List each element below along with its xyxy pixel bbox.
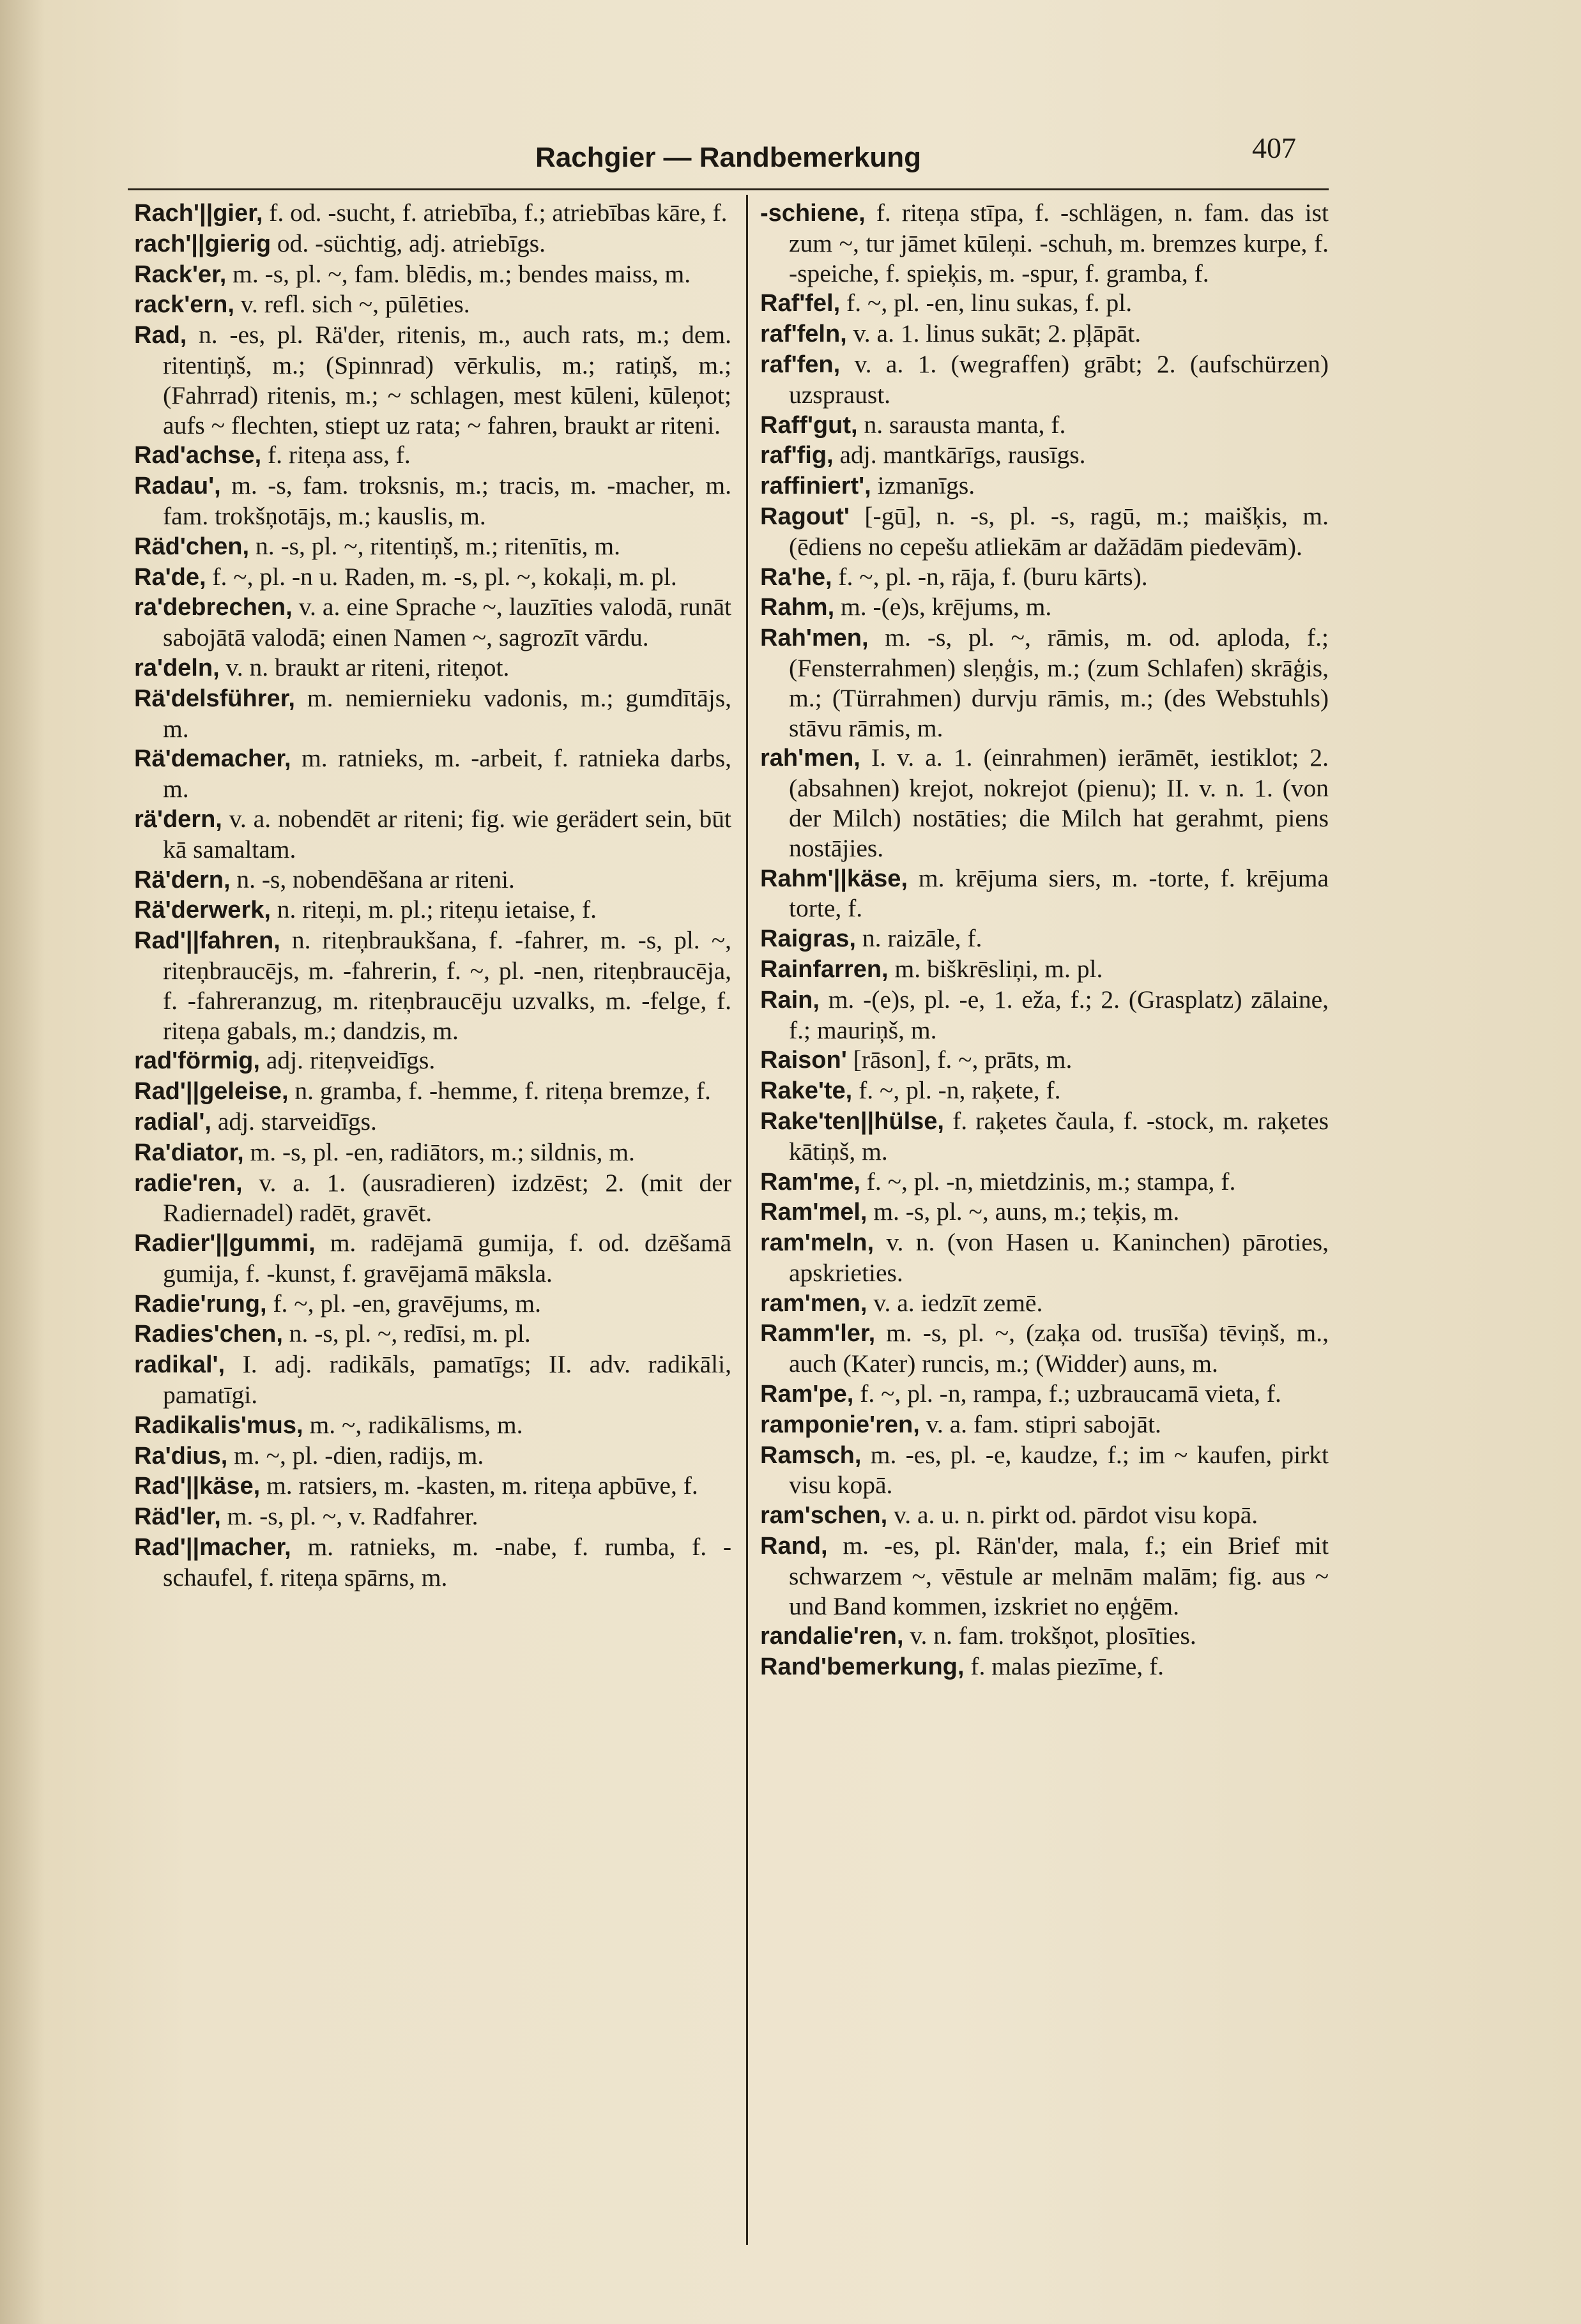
dictionary-entry bbox=[760, 1531, 1329, 1621]
definition-text: m. -es, pl. Rän'der, mala, f.; ein Brief mit schwarzem ~, vēstule ar melnām malām; fig. aus ~ und Band kommen, izskriet no eņģēm. bbox=[789, 1531, 1329, 1620]
headword: Rack'er, bbox=[134, 261, 227, 288]
definition-text: v. a. nobendēt ar riteni; fig. wie gerädert sein, būt kā samaltam. bbox=[163, 804, 731, 863]
definition-text: m. ~, pl. -dien, radijs, m. bbox=[227, 1441, 484, 1470]
headword: raf'feln, bbox=[760, 321, 847, 348]
headword: ram'schen, bbox=[760, 1502, 888, 1530]
headword: Rä'dern, bbox=[134, 866, 231, 893]
dictionary-entry bbox=[760, 410, 1329, 441]
definition-text: m. ratnieks, m. -nabe, f. rumba, f. -schaufel, f. riteņa spārns, m. bbox=[163, 1533, 731, 1591]
dictionary-entry bbox=[134, 320, 731, 440]
definition-text: m. -s, pl. ~, auns, m.; teķis, m. bbox=[867, 1197, 1180, 1226]
definition-text: m. -(e)s, pl. -e, 1. eža, f.; 2. (Grasplatz) zālaine, f.; mauriņš, m. bbox=[789, 985, 1329, 1044]
dictionary-entry bbox=[760, 1379, 1329, 1409]
dictionary-entry bbox=[134, 895, 731, 925]
definition-text: m. ratnieks, m. -arbeit, f. ratnieka darbs, m. bbox=[163, 744, 731, 803]
running-header: Rachgier — Randbemerkung bbox=[535, 142, 921, 173]
page-fold-shadow bbox=[0, 0, 45, 2324]
dictionary-entry bbox=[760, 1440, 1329, 1501]
dictionary-entry bbox=[134, 1168, 731, 1229]
dictionary-entry bbox=[134, 653, 731, 683]
headword: Raff'gut, bbox=[760, 411, 858, 439]
dictionary-entry bbox=[760, 623, 1329, 743]
right-column bbox=[760, 198, 1329, 1682]
dictionary-entry bbox=[134, 1076, 731, 1107]
definition-text: m. radējamā gumija, f. od. dzēšamā gumija, f. -kunst, f. gravējamā māksla. bbox=[163, 1229, 731, 1287]
headword: Ram'mel, bbox=[760, 1199, 867, 1226]
definition-text: v. a. 1. (ausradieren) izdzēst; 2. (mit der Radiernadel) radēt, gravēt. bbox=[163, 1168, 731, 1227]
dictionary-entry bbox=[134, 1501, 731, 1532]
definition-text: m. ratsiers, m. -kasten, m. riteņa apbūve, f. bbox=[260, 1471, 698, 1500]
definition-text: f. raķetes čaula, f. -stock, m. raķetes kātiņš, m. bbox=[789, 1106, 1329, 1166]
dictionary-entry bbox=[760, 1621, 1329, 1652]
definition-text: n. -s, pl. ~, redīsi, m. pl. bbox=[282, 1319, 531, 1348]
definition-text: izmanīgs. bbox=[871, 471, 975, 500]
headword: Rainfarren, bbox=[760, 955, 889, 983]
definition-text: n. -s, nobendēšana ar riteni. bbox=[230, 865, 515, 893]
headword: rach'||gierig bbox=[134, 230, 271, 257]
header-rule bbox=[128, 188, 1329, 190]
dictionary-entry bbox=[760, 349, 1329, 410]
dictionary-entry bbox=[760, 1288, 1329, 1319]
definition-text: n. -s, pl. ~, ritentiņš, m.; ritenītis, m. bbox=[249, 531, 621, 560]
headword: Raigras, bbox=[760, 925, 856, 953]
headword: ram'men, bbox=[760, 1289, 867, 1317]
dictionary-entry bbox=[134, 1289, 731, 1319]
definition-text: n. gramba, f. -hemme, f. riteņa bremze, f. bbox=[288, 1077, 711, 1105]
headword: Rah'men, bbox=[760, 625, 869, 652]
dictionary-entry bbox=[134, 289, 731, 320]
definition-text: f. riteņa stīpa, f. -schlägen, n. fam. das ist zum ~, tur jāmet kūleņi. -schuh, m. bremzes kurpe, f. -speiche, f. spieķis, m. -spur, f. gramba, f. bbox=[789, 199, 1329, 287]
definition-text: m. -s, pl. ~, (zaķa od. trusīša) tēviņš, m., auch (Kater) runcis, m.; (Widder) auns, m. bbox=[789, 1319, 1329, 1378]
headword: Ram'pe, bbox=[760, 1381, 854, 1408]
dictionary-entry bbox=[134, 1319, 731, 1349]
definition-text: [rāson], f. ~, prāts, m. bbox=[846, 1045, 1073, 1074]
headword: Rad'||käse, bbox=[134, 1473, 261, 1500]
definition-text: v. a. 1. linus sukāt; 2. pļāpāt. bbox=[846, 319, 1142, 348]
headword: Rake'te, bbox=[760, 1077, 853, 1105]
dictionary-entry bbox=[760, 1197, 1329, 1227]
dictionary-entry bbox=[760, 1045, 1329, 1075]
definition-text: v. a. iedzīt zemē. bbox=[867, 1288, 1043, 1317]
definition-text: m. ~, radikālisms, m. bbox=[303, 1410, 523, 1439]
headword: Raison' bbox=[760, 1047, 847, 1074]
definition-text: v. a. u. n. pirkt od. pārdot visu kopā. bbox=[887, 1501, 1258, 1530]
headword: rack'ern, bbox=[134, 291, 234, 319]
definition-text: m. -s, pl. ~, fam. blēdis, m.; bendes maiss, m. bbox=[226, 259, 691, 288]
headword: Rake'ten||hülse, bbox=[760, 1107, 944, 1135]
dictionary-entry bbox=[134, 198, 731, 229]
dictionary-entry bbox=[760, 1075, 1329, 1106]
dictionary-entry bbox=[134, 1441, 731, 1471]
dictionary-entry bbox=[134, 1107, 731, 1137]
definition-text: m. -s, pl. ~, rāmis, m. od. aploda, f.; (Fensterrahmen) sleņģis, m.; (zum Schlafen) skrāģis, m.; (Türrahmen) durvju rāmis, m.; (des Webstuhls) stāvu rāmis, m. bbox=[789, 623, 1329, 742]
headword: randalie'ren, bbox=[760, 1623, 904, 1650]
dictionary-entry bbox=[760, 1318, 1329, 1379]
definition-text: f. ~, pl. -n, mietdzinis, m.; stampa, f. bbox=[860, 1167, 1236, 1196]
dictionary-entry bbox=[760, 1652, 1329, 1682]
definition-text: adj. mantkārīgs, rausīgs. bbox=[833, 441, 1086, 469]
dictionary-entry bbox=[134, 683, 731, 744]
headword: Rad, bbox=[134, 322, 187, 349]
headword: Radikalis'mus, bbox=[134, 1411, 303, 1439]
dictionary-entry bbox=[760, 1500, 1329, 1531]
dictionary-entry bbox=[760, 1106, 1329, 1167]
dictionary-entry bbox=[134, 229, 731, 259]
headword: Radier'||gummi, bbox=[134, 1230, 316, 1257]
definition-text: f. ~, pl. -n, rampa, f.; uzbraucamā vieta, f. bbox=[853, 1379, 1281, 1408]
definition-text: v. n. fam. trokšņot, plosīties. bbox=[903, 1621, 1196, 1650]
dictionary-entry bbox=[760, 288, 1329, 319]
dictionary-entry bbox=[134, 865, 731, 895]
definition-text: n. -es, pl. Rä'der, ritenis, m., auch rats, m.; dem. ritentiņš, m.; (Spinnrad) vērkulis, m.; ratiņš, m.; (Fahrrad) ritenis, m.; ~ schlagen, mest kūleni, kūleņot; aufs ~ flechten, stiept uz rata; ~ fahren, braukt ar riteni. bbox=[163, 321, 731, 439]
definition-text: f. ~, pl. -n, raķete, f. bbox=[852, 1076, 1061, 1105]
dictionary-entry bbox=[134, 1532, 731, 1593]
headword: rad'förmig, bbox=[134, 1047, 260, 1075]
dictionary-entry bbox=[134, 1471, 731, 1501]
headword: Räd'chen, bbox=[134, 533, 250, 560]
definition-text: f. ~, pl. -n u. Raden, m. -s, pl. ~, kokaļi, m. pl. bbox=[206, 562, 677, 591]
definition-text: v. n. braukt ar riteni, riteņot. bbox=[219, 653, 510, 681]
definition-text: adj. starveidīgs. bbox=[211, 1107, 377, 1135]
headword: Radau', bbox=[134, 473, 221, 500]
headword: raf'fen, bbox=[760, 351, 841, 378]
definition-text: I. v. a. 1. (einrahmen) ierāmēt, iestiklot; 2. (absahnen) krejot, nokrejot (pienu); II. v. n. 1. (von der Milch) nostāties; die Milch hat gerahmt, piens nostājies. bbox=[789, 743, 1329, 862]
definition-text: m. -es, pl. -e, kaudze, f.; im ~ kaufen, pirkt visu kopā. bbox=[789, 1440, 1329, 1500]
headword: raffiniert', bbox=[760, 473, 871, 500]
headword: Ramsch, bbox=[760, 1441, 862, 1469]
dictionary-entry bbox=[134, 1137, 731, 1168]
headword: raf'fig, bbox=[760, 442, 834, 469]
dictionary-entry bbox=[134, 804, 731, 865]
definition-text: v. a. eine Sprache ~, lauzīties valodā, runāt sabojātā valodā; einen Namen ~, sagrozīt vārdu. bbox=[163, 593, 731, 652]
dictionary-entry bbox=[760, 985, 1329, 1045]
definition-text: f. malas piezīme, f. bbox=[964, 1652, 1165, 1681]
dictionary-entry bbox=[760, 501, 1329, 562]
headword: Raf'fel, bbox=[760, 290, 841, 317]
headword: Ra'he, bbox=[760, 563, 832, 591]
page-number: 407 bbox=[1252, 132, 1296, 164]
definition-text: m. krējuma siers, m. -torte, f. krējuma torte, f. bbox=[789, 863, 1329, 923]
headword: Rahm'||käse, bbox=[760, 865, 908, 892]
headword: Rä'derwerk, bbox=[134, 897, 271, 924]
headword: ram'meln, bbox=[760, 1229, 874, 1257]
headword: Räd'ler, bbox=[134, 1503, 221, 1531]
definition-text: m. -s, pl. -en, radiātors, m.; sildnis, m. bbox=[243, 1137, 635, 1166]
dictionary-entry bbox=[760, 440, 1329, 471]
headword: Ramm'ler, bbox=[760, 1320, 876, 1348]
headword: radial', bbox=[134, 1108, 211, 1135]
headword: Rain, bbox=[760, 986, 820, 1014]
definition-text: m. nemiernieku vadonis, m.; gumdītājs, m. bbox=[163, 683, 731, 743]
dictionary-entry bbox=[760, 1167, 1329, 1197]
dictionary-entry bbox=[134, 925, 731, 1045]
headword: ra'debrechen, bbox=[134, 594, 293, 621]
dictionary-entry bbox=[760, 954, 1329, 985]
dictionary-entry bbox=[134, 259, 731, 290]
dictionary-entry bbox=[760, 592, 1329, 623]
dictionary-entry bbox=[134, 562, 731, 593]
headword: Rad'achse, bbox=[134, 442, 262, 469]
headword: radikal', bbox=[134, 1351, 225, 1379]
definition-text: m. -s, fam. troksnis, m.; tracis, m. -macher, m. fam. trokšņotājs, m.; kauslis, m. bbox=[163, 471, 731, 530]
dictionary-entry bbox=[134, 1410, 731, 1441]
dictionary-entry bbox=[134, 1349, 731, 1410]
dictionary-entry bbox=[134, 1228, 731, 1289]
headword: Ra'dius, bbox=[134, 1442, 228, 1470]
headword: -schiene, bbox=[760, 200, 866, 227]
dictionary-entry bbox=[760, 1409, 1329, 1440]
definition-text: m. -s, pl. ~, v. Radfahrer. bbox=[220, 1502, 478, 1531]
dictionary-entry bbox=[760, 198, 1329, 288]
definition-text: m. biškrēsliņi, m. pl. bbox=[888, 954, 1103, 983]
dictionary-entry bbox=[760, 743, 1329, 863]
headword: Ra'de, bbox=[134, 563, 206, 591]
definition-text: od. -süchtig, adj. atriebīgs. bbox=[271, 229, 546, 257]
headword: Rad'||macher, bbox=[134, 1534, 291, 1561]
headword: Ram'me, bbox=[760, 1168, 860, 1196]
headword: ramponie'ren, bbox=[760, 1411, 920, 1438]
headword: ra'deln, bbox=[134, 654, 220, 681]
definition-text: v. n. (von Hasen u. Kaninchen) pāroties, apskrieties. bbox=[789, 1228, 1329, 1287]
headword: Rach'||gier, bbox=[134, 200, 263, 227]
dictionary-entry bbox=[760, 319, 1329, 349]
definition-text: n. sarausta manta, f. bbox=[857, 410, 1066, 439]
definition-text: f. od. -sucht, f. atriebība, f.; atriebības kāre, f. bbox=[263, 199, 728, 227]
column-divider bbox=[746, 195, 748, 2245]
headword: Rad'||geleise, bbox=[134, 1078, 289, 1105]
dictionary-entry bbox=[760, 863, 1329, 924]
headword: radie'ren, bbox=[134, 1169, 243, 1197]
definition-text: f. riteņa ass, f. bbox=[261, 441, 411, 469]
dictionary-entry bbox=[134, 1045, 731, 1076]
headword: Rä'delsführer, bbox=[134, 685, 295, 712]
left-column bbox=[134, 198, 731, 1593]
definition-text: adj. riteņveidīgs. bbox=[259, 1046, 436, 1075]
definition-text: v. a. fam. stipri sabojāt. bbox=[919, 1409, 1161, 1438]
headword: Ra'diator, bbox=[134, 1139, 244, 1166]
headword: Radies'chen, bbox=[134, 1321, 283, 1348]
definition-text: n. riteņbraukšana, f. -fahrer, m. -s, pl. ~, riteņbraucējs, m. -fahrerin, f. ~, pl. -nen, riteņbraucēja, f. -fahreranzug, m. riteņbraucēju uzvalks, m. -felge, f. riteņa gabals, m.; dandzis, m. bbox=[163, 926, 731, 1045]
headword: Rad'||fahren, bbox=[134, 927, 280, 955]
dictionary-entry bbox=[134, 471, 731, 531]
definition-text: [-gū], n. -s, pl. -s, ragū, m.; maišķis, m. (ēdiens no cepešu atliekām ar dažādām piedevām). bbox=[789, 501, 1329, 561]
headword: Rahm, bbox=[760, 594, 835, 621]
definition-text: f. ~, pl. -en, gravējums, m. bbox=[266, 1289, 541, 1318]
headword: Radie'rung, bbox=[134, 1290, 267, 1318]
definition-text: m. -(e)s, krējums, m. bbox=[834, 593, 1052, 621]
headword: Rand'bemerkung, bbox=[760, 1653, 965, 1681]
headword: Rand, bbox=[760, 1533, 828, 1560]
dictionary-entry bbox=[760, 1227, 1329, 1288]
definition-text: n. raizāle, f. bbox=[855, 924, 982, 953]
definition-text: f. ~, pl. -en, linu sukas, f. pl. bbox=[840, 289, 1133, 317]
dictionary-entry bbox=[134, 592, 731, 653]
headword: rah'men, bbox=[760, 745, 860, 772]
definition-text: n. riteņi, m. pl.; riteņu ietaise, f. bbox=[270, 895, 597, 924]
dictionary-entry bbox=[134, 743, 731, 804]
dictionary-entry bbox=[760, 562, 1329, 593]
dictionary-entry bbox=[134, 440, 731, 471]
dictionary-entry bbox=[760, 923, 1329, 954]
dictionary-entry bbox=[760, 471, 1329, 501]
definition-text: v. a. 1. (wegraffen) grābt; 2. (aufschürzen) uzspraust. bbox=[789, 349, 1329, 409]
dictionary-entry bbox=[134, 531, 731, 562]
headword: rä'dern, bbox=[134, 805, 222, 833]
definition-text: I. adj. radikāls, pamatīgs; II. adv. radikāli, pamatīgi. bbox=[163, 1350, 731, 1409]
headword: Ragout' bbox=[760, 503, 850, 530]
definition-text: v. refl. sich ~, pūlēties. bbox=[234, 290, 470, 319]
definition-text: f. ~, pl. -n, rāja, f. (buru kārts). bbox=[832, 562, 1148, 591]
headword: Rä'demacher, bbox=[134, 745, 291, 773]
